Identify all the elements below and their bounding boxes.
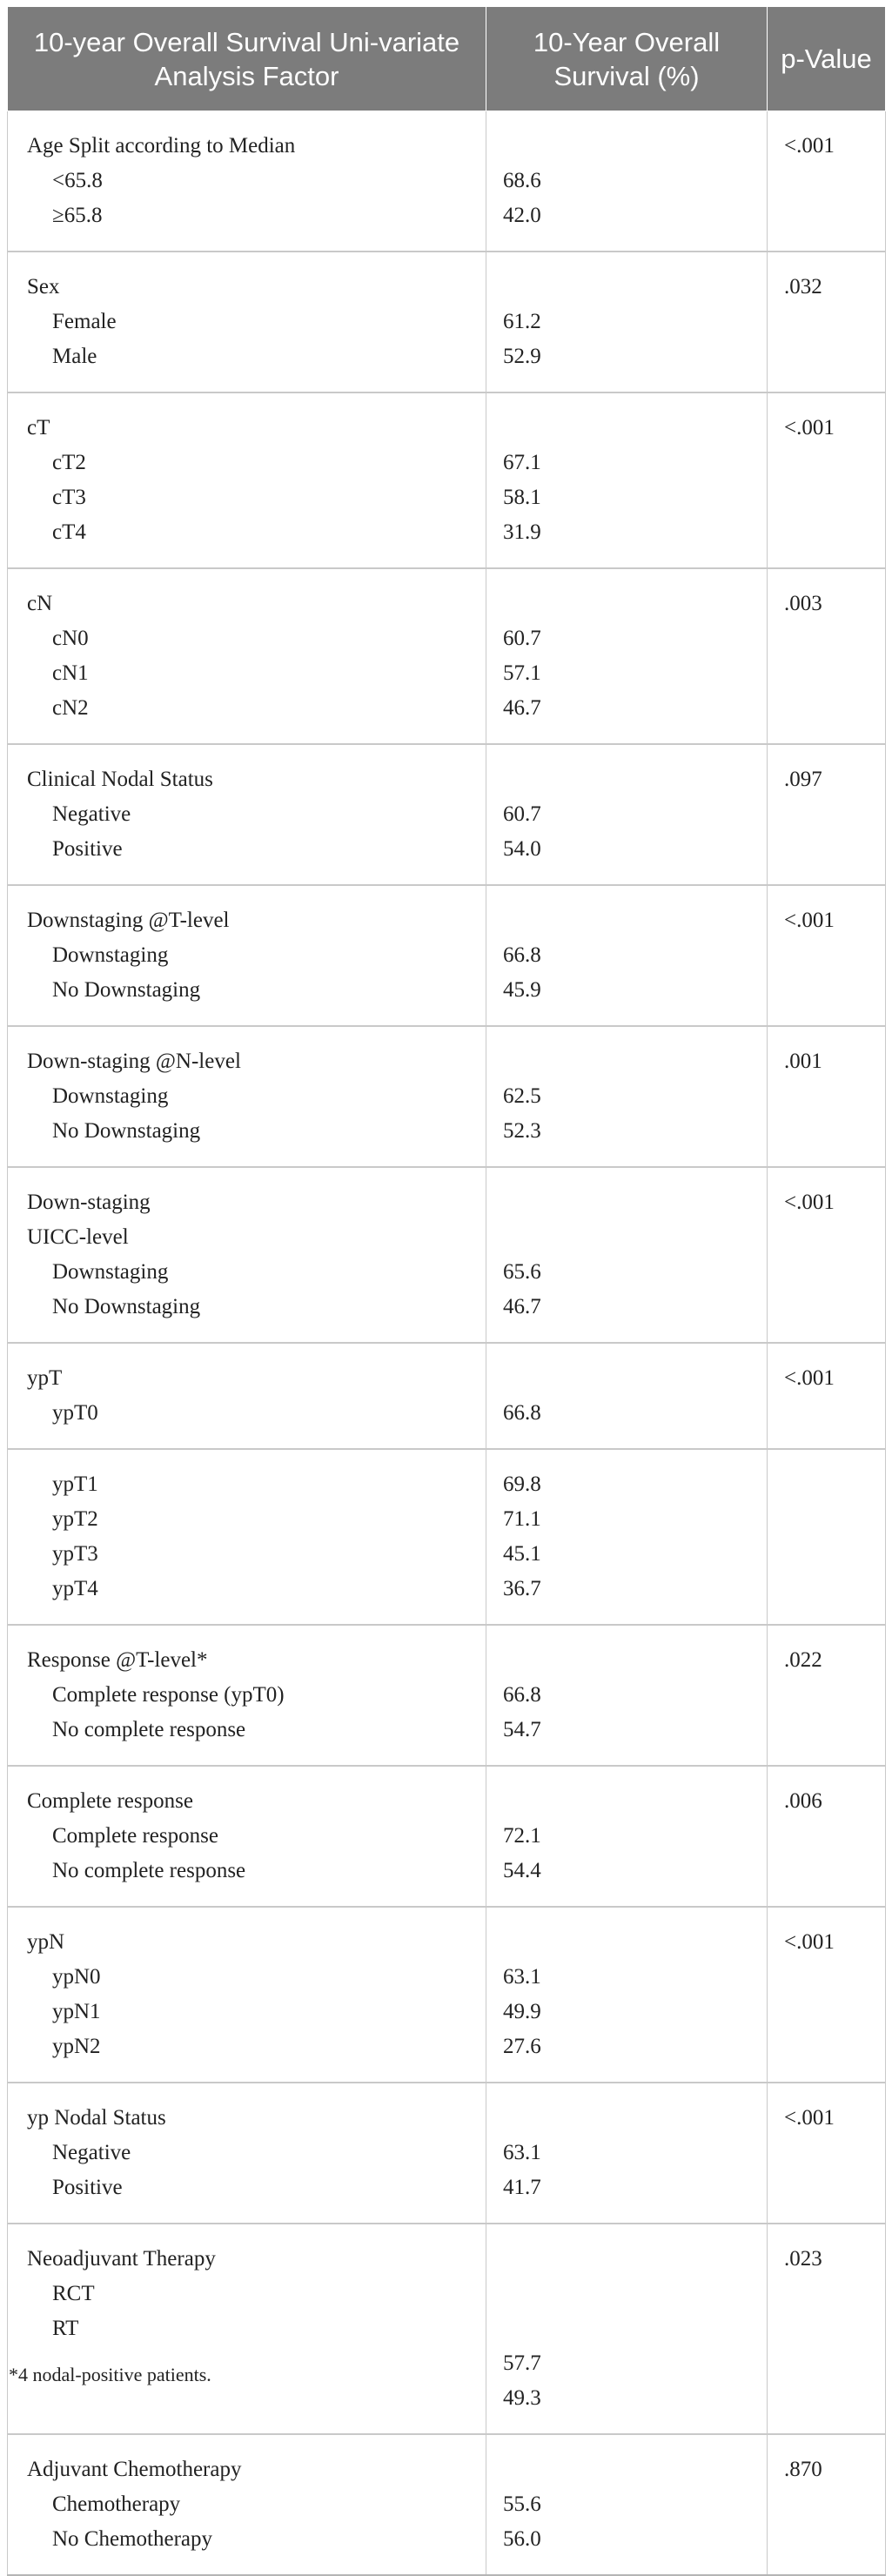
survival-value: 61.2 xyxy=(503,310,541,333)
factor-label: Response @T-level* xyxy=(27,1648,208,1672)
table-row xyxy=(8,1449,886,1625)
subgroup-label: No Chemotherapy xyxy=(52,2527,212,2551)
factor-label: UICC-level xyxy=(27,1225,129,1249)
survival-value: 55.6 xyxy=(503,2492,541,2516)
p-value: <.001 xyxy=(784,1930,835,1954)
subgroup-label: Negative xyxy=(52,2141,131,2164)
factor-cell xyxy=(8,744,486,885)
survival-value: 63.1 xyxy=(503,2141,541,2164)
subgroup-label: Negative xyxy=(52,802,131,826)
survival-value: 36.7 xyxy=(503,1577,541,1600)
p-value-cell xyxy=(768,744,886,885)
p-value xyxy=(768,1467,885,1502)
p-value: <.001 xyxy=(784,909,835,932)
survival-cell xyxy=(486,1907,768,2083)
survival-cell xyxy=(486,2224,768,2434)
table-row xyxy=(8,568,886,744)
subgroup-label: cN1 xyxy=(52,661,89,685)
survival-value xyxy=(486,2277,767,2311)
p-value-cell xyxy=(768,252,886,392)
survival-value: 54.7 xyxy=(503,1718,541,1741)
survival-value: 66.8 xyxy=(503,1401,541,1425)
subgroup-label: ypN0 xyxy=(52,1965,101,1989)
survival-value: 72.1 xyxy=(503,1824,541,1848)
p-value: .032 xyxy=(784,275,822,299)
p-value-cell xyxy=(768,2224,886,2434)
survival-value: 27.6 xyxy=(503,2035,541,2058)
subgroup-label: No Downstaging xyxy=(52,1295,201,1318)
factor-label: yp Nodal Status xyxy=(27,2106,166,2130)
factor-cell xyxy=(8,568,486,744)
subgroup-label: cN2 xyxy=(52,696,89,720)
subgroup-label: Chemotherapy xyxy=(52,2492,181,2516)
subgroup-label: No complete response xyxy=(52,1718,246,1741)
survival-cell xyxy=(486,744,768,885)
factor-cell xyxy=(8,1449,486,1625)
table-row xyxy=(8,252,886,392)
p-value-cell xyxy=(768,111,886,252)
factor-label: cT xyxy=(27,416,50,439)
factor-label: Clinical Nodal Status xyxy=(27,768,213,791)
subgroup-label: ypN2 xyxy=(52,2035,101,2058)
subgroup-label: No Downstaging xyxy=(52,978,201,1002)
p-value: .023 xyxy=(784,2247,822,2271)
p-value-cell xyxy=(768,1026,886,1167)
factor-label: Complete response xyxy=(27,1789,193,1813)
subgroup-label: Positive xyxy=(52,2176,123,2199)
survival-cell xyxy=(486,568,768,744)
factor-label: Age Split according to Median xyxy=(27,134,296,158)
survival-cell xyxy=(486,252,768,392)
factor-cell xyxy=(8,2434,486,2575)
factor-label: Adjuvant Chemotherapy xyxy=(27,2458,242,2481)
survival-value: 66.8 xyxy=(503,943,541,967)
p-value: <.001 xyxy=(784,2106,835,2130)
table-row xyxy=(8,1343,886,1449)
p-value-cell xyxy=(768,568,886,744)
p-value-cell xyxy=(768,1343,886,1449)
univariate-survival-table xyxy=(7,6,886,2576)
survival-cell xyxy=(486,392,768,568)
factor-label: Downstaging @T-level xyxy=(27,909,230,932)
p-value: .003 xyxy=(784,592,822,615)
subgroup-label: cT4 xyxy=(52,520,86,544)
survival-cell xyxy=(486,2434,768,2575)
p-value: .097 xyxy=(784,768,822,791)
factor-cell xyxy=(8,1766,486,1907)
table-row xyxy=(8,2083,886,2224)
subgroup-label: ypT2 xyxy=(52,1507,98,1531)
p-value-cell xyxy=(768,1449,886,1625)
p-value-cell xyxy=(768,1625,886,1766)
factor-cell xyxy=(8,885,486,1026)
header-survival: 10-Year Overall Survival (%) xyxy=(486,7,768,111)
factor-label: ypN xyxy=(27,1930,65,1954)
survival-cell xyxy=(486,1449,768,1625)
survival-value: 62.5 xyxy=(503,1084,541,1108)
survival-value: 57.1 xyxy=(503,661,541,685)
survival-value: 56.0 xyxy=(503,2527,541,2551)
table-body xyxy=(8,111,886,2576)
factor-cell xyxy=(8,1343,486,1449)
survival-value: 67.1 xyxy=(503,451,541,474)
factor-cell xyxy=(8,2224,486,2434)
survival-value: 60.7 xyxy=(503,802,541,826)
survival-value: 63.1 xyxy=(503,1965,541,1989)
table-row xyxy=(8,1625,886,1766)
survival-value: 71.1 xyxy=(503,1507,541,1531)
table-row xyxy=(8,744,886,885)
survival-value: 46.7 xyxy=(503,696,541,720)
survival-value: 42.0 xyxy=(503,204,541,227)
p-value: .870 xyxy=(784,2458,822,2481)
survival-value: 65.6 xyxy=(503,1260,541,1284)
subgroup-label: Downstaging xyxy=(52,943,169,967)
subgroup-label: cT2 xyxy=(52,451,86,474)
subgroup-label: Female xyxy=(52,310,117,333)
subgroup-label: <65.8 xyxy=(52,169,103,192)
subgroup-label: cT3 xyxy=(52,486,86,509)
survival-cell xyxy=(486,2083,768,2224)
subgroup-label: ypN1 xyxy=(52,2000,101,2023)
subgroup-label: Complete response xyxy=(52,1824,218,1848)
subgroup-label: RCT xyxy=(52,2282,95,2305)
subgroup-label: Downstaging xyxy=(52,1260,169,1284)
survival-cell xyxy=(486,111,768,252)
survival-value: 49.9 xyxy=(503,2000,541,2023)
survival-value: 66.8 xyxy=(503,1683,541,1707)
subgroup-label: Male xyxy=(52,345,97,368)
subgroup-label: No Downstaging xyxy=(52,1119,201,1143)
survival-cell xyxy=(486,1766,768,1907)
table-row xyxy=(8,2224,886,2434)
survival-value: 49.3 xyxy=(503,2386,541,2410)
survival-cell xyxy=(486,1343,768,1449)
factor-label: ypT xyxy=(27,1366,63,1390)
survival-value: 31.9 xyxy=(503,520,541,544)
subgroup-label: No complete response xyxy=(52,1859,246,1882)
header-p-value: p-Value xyxy=(768,7,886,111)
survival-table-document xyxy=(7,6,885,2576)
factor-cell xyxy=(8,1167,486,1343)
factor-label: Neoadjuvant Therapy xyxy=(27,2247,216,2271)
table-row xyxy=(8,885,886,1026)
subgroup-label: cN0 xyxy=(52,627,89,650)
survival-value: 58.1 xyxy=(503,486,541,509)
survival-value: 52.3 xyxy=(503,1119,541,1143)
survival-value: 57.7 xyxy=(503,2351,541,2375)
p-value-cell xyxy=(768,2083,886,2224)
survival-value: 46.7 xyxy=(503,1295,541,1318)
factor-cell xyxy=(8,2083,486,2224)
p-value: <.001 xyxy=(784,134,835,158)
factor-label: cN xyxy=(27,592,53,615)
subgroup-label: ypT4 xyxy=(52,1577,98,1600)
survival-value: 45.9 xyxy=(503,978,541,1002)
p-value-cell xyxy=(768,2434,886,2575)
survival-value: 45.1 xyxy=(503,1542,541,1566)
subgroup-label: Downstaging xyxy=(52,1084,169,1108)
subgroup-label: ypT0 xyxy=(52,1401,98,1425)
subgroup-label: RT xyxy=(52,2317,79,2340)
p-value: .001 xyxy=(784,1050,822,1073)
table-row xyxy=(8,392,886,568)
subgroup-label: ypT3 xyxy=(52,1542,98,1566)
table-row xyxy=(8,1026,886,1167)
survival-value: 69.8 xyxy=(503,1472,541,1496)
p-value: .022 xyxy=(784,1648,822,1672)
survival-value: 54.0 xyxy=(503,837,541,861)
table-row xyxy=(8,1167,886,1343)
p-value-cell xyxy=(768,885,886,1026)
factor-label: Sex xyxy=(27,275,60,299)
survival-cell xyxy=(486,885,768,1026)
table-row xyxy=(8,1766,886,1907)
factor-cell xyxy=(8,1625,486,1766)
factor-cell xyxy=(8,392,486,568)
table-row xyxy=(8,111,886,252)
factor-label: Down-staging @N-level xyxy=(27,1050,241,1073)
header-factor: 10-year Overall Survival Uni-variate Analysis Factor xyxy=(8,7,486,111)
factor-cell xyxy=(8,252,486,392)
factor-label: Down-staging xyxy=(27,1191,151,1214)
subgroup-label: Positive xyxy=(52,837,123,861)
subgroup-label: ypT1 xyxy=(52,1472,98,1496)
survival-value: 60.7 xyxy=(503,627,541,650)
p-value: .006 xyxy=(784,1789,822,1813)
survival-cell xyxy=(486,1167,768,1343)
survival-value: 52.9 xyxy=(503,345,541,368)
table-header-row xyxy=(8,7,886,111)
table-row xyxy=(8,1907,886,2083)
p-value-cell xyxy=(768,1907,886,2083)
table-footnote: *4 nodal-positive patients. xyxy=(9,2364,211,2385)
subgroup-label: ≥65.8 xyxy=(52,204,103,227)
survival-value: 54.4 xyxy=(503,1859,541,1882)
p-value: <.001 xyxy=(784,1366,835,1390)
p-value: <.001 xyxy=(784,1191,835,1214)
factor-cell xyxy=(8,111,486,252)
p-value: <.001 xyxy=(784,416,835,439)
factor-cell xyxy=(8,1907,486,2083)
p-value-cell xyxy=(768,1766,886,1907)
subgroup-label: Complete response (ypT0) xyxy=(52,1683,285,1707)
survival-value: 41.7 xyxy=(503,2176,541,2199)
p-value-cell xyxy=(768,1167,886,1343)
survival-cell xyxy=(486,1026,768,1167)
survival-value: 68.6 xyxy=(503,169,541,192)
p-value-cell xyxy=(768,392,886,568)
survival-cell xyxy=(486,1625,768,1766)
table-row xyxy=(8,2434,886,2575)
survival-value xyxy=(486,2311,767,2346)
factor-cell xyxy=(8,1026,486,1167)
